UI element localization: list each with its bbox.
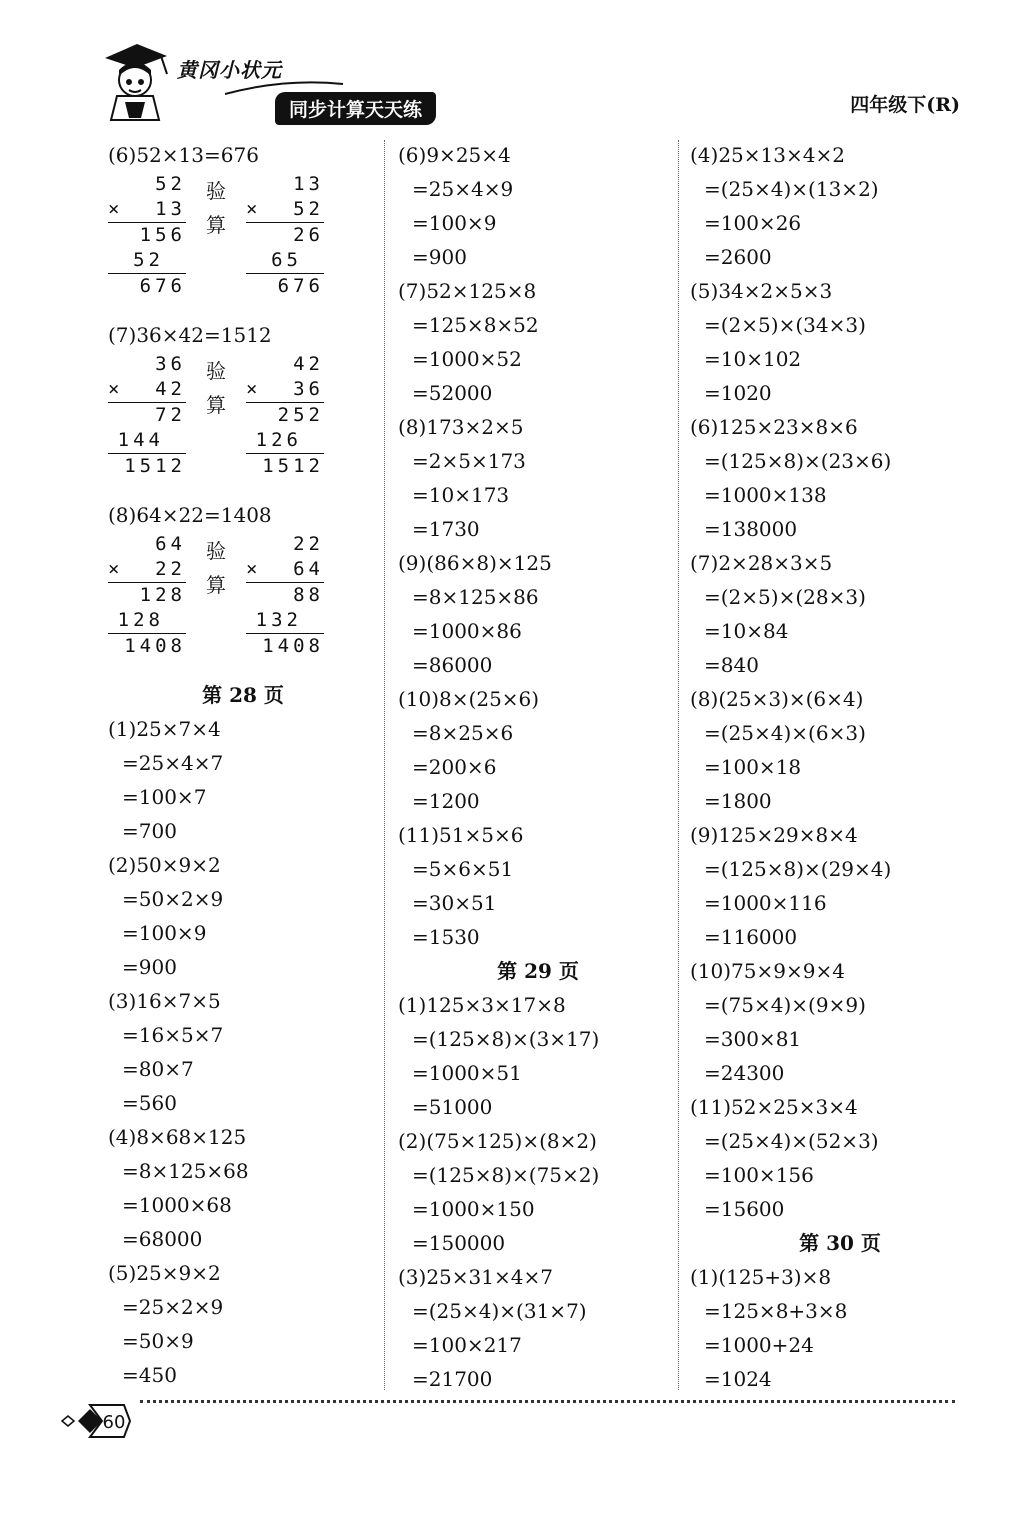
problem-title: (6)52×13=676 (108, 143, 259, 167)
calc-row: 42 (293, 353, 324, 375)
calc-row: 128 (108, 608, 186, 634)
answer-step: =1000×68 (122, 1193, 232, 1217)
answer-step: =900 (122, 955, 177, 979)
verify-label (204, 174, 228, 242)
answer-step: =10×102 (704, 347, 802, 371)
footer-divider (140, 1400, 955, 1403)
multiplication-work (108, 172, 186, 299)
times-sign: × (246, 558, 258, 580)
answer-step: =16×5×7 (122, 1023, 224, 1047)
answer-step: =1000+24 (704, 1333, 814, 1357)
problem-line: (1)125×3×17×8 (398, 993, 566, 1017)
calc-value: 22 (155, 558, 186, 580)
answer-step: =1730 (412, 517, 480, 541)
calc-row: 156 (139, 224, 186, 246)
answer-lines (398, 988, 678, 1396)
answer-step: =1000×52 (412, 347, 522, 371)
calc-row: 22 (293, 533, 324, 555)
calc-row: 13 (293, 173, 324, 195)
calc-value: 52 (293, 198, 324, 220)
calc-row: 1512 (124, 455, 186, 477)
answer-step: =100×9 (122, 921, 207, 945)
calc-row: 72 (155, 404, 186, 426)
calc-row: 676 (139, 275, 186, 297)
calc-row: 1512 (262, 455, 324, 477)
answer-step: =25×2×9 (122, 1295, 224, 1319)
calc-value: 42 (155, 378, 186, 400)
problem-line: (8)173×2×5 (398, 415, 524, 439)
verify-label (204, 354, 228, 422)
answer-step: =(125×8)×(3×17) (412, 1027, 600, 1051)
answer-step: =2×5×173 (412, 449, 526, 473)
series-title: 同步计算天天练 (275, 92, 436, 125)
answer-step: =10×84 (704, 619, 789, 643)
answer-step: =50×2×9 (122, 887, 224, 911)
calc-row: 52 (108, 248, 186, 274)
answer-step: =125×8+3×8 (704, 1299, 848, 1323)
answer-lines (690, 138, 990, 1226)
answer-step: =8×125×68 (122, 1159, 249, 1183)
answer-step: =(125×8)×(23×6) (704, 449, 892, 473)
calc-value: 13 (155, 198, 186, 220)
answer-step: =700 (122, 819, 177, 843)
answer-step: =1024 (704, 1367, 772, 1391)
page-heading: 第 28 页 (202, 683, 284, 707)
answer-step: =(2×5)×(34×3) (704, 313, 866, 337)
problem-line: (9)125×29×8×4 (690, 823, 858, 847)
verify-char: 算 (206, 393, 226, 417)
answer-step: =1020 (704, 381, 772, 405)
verify-char: 验 (206, 179, 226, 203)
mascot-logo-icon (95, 40, 175, 122)
answer-step: =200×6 (412, 755, 497, 779)
answer-step: =900 (412, 245, 467, 269)
answer-step: =100×7 (122, 785, 207, 809)
column-divider (384, 140, 385, 1390)
answer-lines (108, 712, 378, 1392)
answer-step: =10×173 (412, 483, 510, 507)
answer-step: =15600 (704, 1197, 785, 1221)
answer-step: =1000×138 (704, 483, 827, 507)
page-heading: 第 30 页 (799, 1231, 881, 1255)
problem-line: (9)(86×8)×125 (398, 551, 552, 575)
answer-step: =68000 (122, 1227, 203, 1251)
calc-value: 64 (293, 558, 324, 580)
vertical-calculation (108, 172, 378, 318)
answer-step: =8×25×6 (412, 721, 514, 745)
answer-step: =100×156 (704, 1163, 814, 1187)
calc-row: 252 (277, 404, 324, 426)
verify-char: 验 (206, 359, 226, 383)
problem-line: (4)8×68×125 (108, 1125, 247, 1149)
answer-column-3 (690, 138, 990, 1396)
answer-step: =100×9 (412, 211, 497, 235)
verify-char: 验 (206, 539, 226, 563)
problem-line: (1)25×7×4 (108, 717, 221, 741)
calc-row: 88 (293, 584, 324, 606)
problem-line: (8)(25×3)×(6×4) (690, 687, 864, 711)
times-sign: × (246, 198, 258, 220)
answer-step: =1000×51 (412, 1061, 522, 1085)
problem-line: (6)9×25×4 (398, 143, 511, 167)
answer-step: =50×9 (122, 1329, 194, 1353)
answer-step: =(25×4)×(13×2) (704, 177, 879, 201)
calc-row: 132 (246, 608, 324, 634)
answer-step: =100×26 (704, 211, 802, 235)
problem-line: (1)(125+3)×8 (690, 1265, 832, 1289)
calc-row (246, 557, 324, 583)
multiplication-check (246, 532, 324, 659)
answer-step: =(25×4)×(6×3) (704, 721, 866, 745)
problem-line: (10)75×9×9×4 (690, 959, 845, 983)
calc-row (246, 197, 324, 223)
verify-char: 算 (206, 213, 226, 237)
calc-row (108, 557, 186, 583)
answer-step: =125×8×52 (412, 313, 539, 337)
answer-step: =(25×4)×(31×7) (412, 1299, 587, 1323)
answer-step: =1200 (412, 789, 480, 813)
verify-label (204, 534, 228, 602)
answer-step: =560 (122, 1091, 177, 1115)
problem-title: (7)36×42=1512 (108, 323, 272, 347)
vertical-calculation (108, 532, 378, 678)
brand-name: 黄冈小状元 (177, 58, 282, 82)
multiplication-work (108, 532, 186, 659)
calc-row: 128 (139, 584, 186, 606)
calc-row: 144 (108, 428, 186, 454)
answer-lines (690, 1260, 990, 1396)
problem-line: (7)2×28×3×5 (690, 551, 833, 575)
vertical-calculation (108, 352, 378, 498)
answer-step: =2600 (704, 245, 772, 269)
problem-line: (10)8×(25×6) (398, 687, 540, 711)
answer-step: =8×125×86 (412, 585, 539, 609)
answer-step: =5×6×51 (412, 857, 514, 881)
answer-step: =(75×4)×(9×9) (704, 993, 866, 1017)
answer-step: =1000×116 (704, 891, 827, 915)
answer-step: =100×18 (704, 755, 802, 779)
calc-row (108, 377, 186, 403)
page-number-badge (60, 1403, 132, 1439)
answer-step: =(125×8)×(75×2) (412, 1163, 600, 1187)
answer-step: =52000 (412, 381, 493, 405)
answer-step: =25×4×9 (412, 177, 514, 201)
multiplication-check (246, 172, 324, 299)
verify-char: 算 (206, 573, 226, 597)
times-sign: × (246, 378, 258, 400)
calc-row: 65 (246, 248, 324, 274)
answer-step: =116000 (704, 925, 798, 949)
problem-line: (11)51×5×6 (398, 823, 524, 847)
answer-step: =450 (122, 1363, 177, 1387)
answer-step: =1530 (412, 925, 480, 949)
answer-step: =24300 (704, 1061, 785, 1085)
problem-line: (3)16×7×5 (108, 989, 221, 1013)
calc-row: 36 (155, 353, 186, 375)
answer-step: =138000 (704, 517, 798, 541)
answer-step: =51000 (412, 1095, 493, 1119)
problem-line: (5)25×9×2 (108, 1261, 221, 1285)
problem-line: (2)(75×125)×(8×2) (398, 1129, 597, 1153)
problem-line: (6)125×23×8×6 (690, 415, 858, 439)
answer-column-1 (108, 138, 378, 1392)
answer-step: =150000 (412, 1231, 506, 1255)
answer-step: =1000×150 (412, 1197, 535, 1221)
multiplication-work (108, 352, 186, 479)
calc-value: 36 (293, 378, 324, 400)
answer-step: =840 (704, 653, 759, 677)
calc-row: 126 (246, 428, 324, 454)
calc-row: 676 (277, 275, 324, 297)
times-sign: × (108, 378, 120, 400)
problem-line: (7)52×125×8 (398, 279, 537, 303)
problem-line: (4)25×13×4×2 (690, 143, 845, 167)
answer-lines (398, 138, 678, 954)
calc-row: 1408 (262, 635, 324, 657)
answer-column-2 (398, 138, 678, 1396)
answer-step: =(125×8)×(29×4) (704, 857, 892, 881)
calc-row: 1408 (124, 635, 186, 657)
problem-line: (2)50×9×2 (108, 853, 221, 877)
answer-step: =80×7 (122, 1057, 194, 1081)
calc-row (108, 197, 186, 223)
answer-step: =(2×5)×(28×3) (704, 585, 866, 609)
calc-row: 64 (155, 533, 186, 555)
answer-step: =21700 (412, 1367, 493, 1391)
times-sign: × (108, 558, 120, 580)
answer-step: =100×217 (412, 1333, 522, 1357)
page-heading: 第 29 页 (497, 959, 579, 983)
column-divider (678, 140, 679, 1390)
problem-title: (8)64×22=1408 (108, 503, 272, 527)
grade-label: 四年级下(R) (850, 94, 960, 116)
answer-step: =300×81 (704, 1027, 802, 1051)
calc-row: 26 (293, 224, 324, 246)
answer-step: =30×51 (412, 891, 497, 915)
answer-step: =1000×86 (412, 619, 522, 643)
problem-line: (5)34×2×5×3 (690, 279, 833, 303)
page-number: 60 (102, 1412, 126, 1433)
page-header (95, 40, 975, 125)
answer-step: =1800 (704, 789, 772, 813)
answer-step: =86000 (412, 653, 493, 677)
multiplication-check (246, 352, 324, 479)
answer-step: =(25×4)×(52×3) (704, 1129, 879, 1153)
times-sign: × (108, 198, 120, 220)
problem-line: (3)25×31×4×7 (398, 1265, 553, 1289)
problem-line: (11)52×25×3×4 (690, 1095, 858, 1119)
answer-step: =25×4×7 (122, 751, 224, 775)
calc-row (246, 377, 324, 403)
calc-row: 52 (155, 173, 186, 195)
